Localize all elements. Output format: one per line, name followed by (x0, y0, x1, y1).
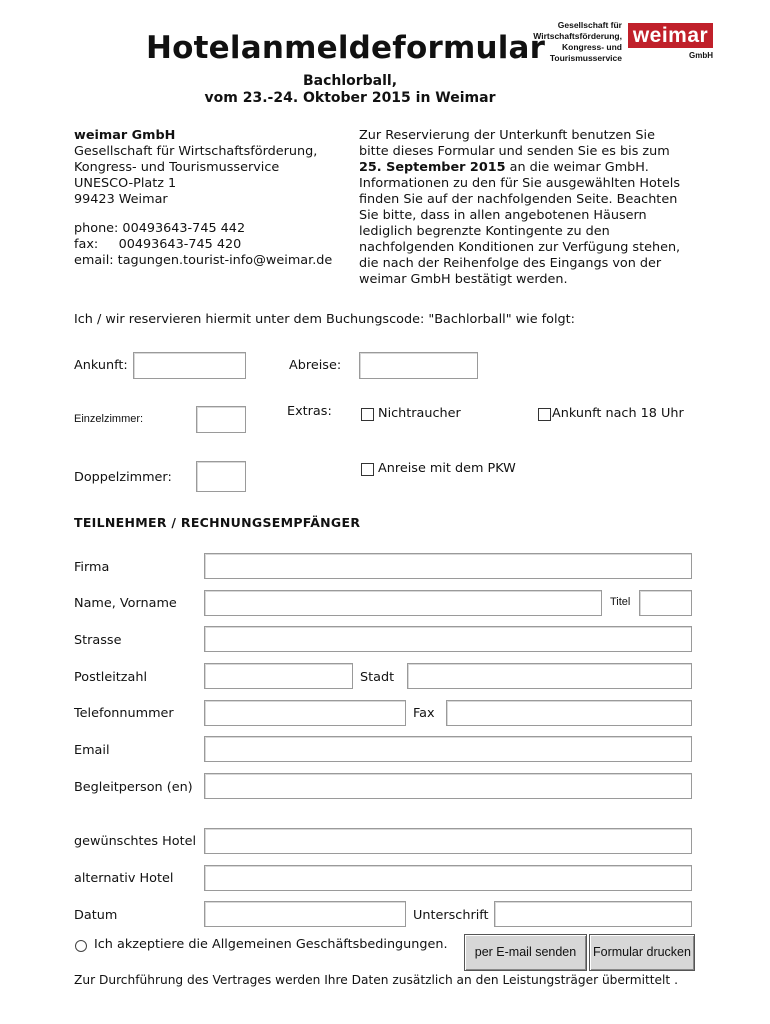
departure-input[interactable] (359, 352, 478, 379)
contact-phone: phone: 00493643-745 442 (74, 221, 246, 236)
event-date: vom 23.-24. Oktober 2015 in Weimar (204, 90, 496, 106)
double-room-label: Doppelzimmer: (74, 470, 172, 485)
companion-input[interactable] (204, 773, 692, 799)
extras-label: Extras: (287, 404, 332, 419)
nonsmoker-label: Nichtraucher (378, 406, 461, 421)
alt-hotel-label: alternativ Hotel (74, 871, 174, 886)
companion-label: Begleitperson (en) (74, 780, 193, 795)
single-room-input[interactable] (196, 406, 246, 433)
car-arrival-checkbox[interactable] (361, 463, 374, 476)
arrival-input[interactable] (133, 352, 246, 379)
zip-label: Postleitzahl (74, 670, 148, 685)
title-input[interactable] (639, 590, 692, 616)
info-line: finden Sie auf der nachfolgenden Seite. Beachten (359, 192, 678, 207)
date-label: Datum (74, 908, 118, 923)
arrival-label: Ankunft: (74, 358, 128, 373)
data-transfer-note: Zur Durchführung des Vertrages werden Ihre Daten zusätzlich an den Leistungsträger übermittelt . (74, 973, 678, 987)
logo-subtext: GmbH (689, 51, 713, 60)
phone-label: Telefonnummer (74, 706, 174, 721)
fax-input[interactable] (446, 700, 692, 726)
hotel-input[interactable] (204, 828, 692, 854)
city-input[interactable] (407, 663, 692, 689)
address-line: UNESCO-Platz 1 (74, 176, 177, 191)
deadline-date: 25. September 2015 (359, 160, 506, 175)
alt-hotel-input[interactable] (204, 865, 692, 891)
nonsmoker-checkbox[interactable] (361, 408, 374, 421)
organization-text: Gesellschaft für Wirtschaftsförderung, Kongress- und Tourismusservice (533, 20, 622, 63)
info-line (359, 160, 649, 176)
terms-radio[interactable] (75, 940, 87, 952)
email-label: Email (74, 743, 110, 758)
street-input[interactable] (204, 626, 692, 652)
event-name: Bachlorball, (302, 73, 398, 89)
info-line: bitte dieses Formular und senden Sie es bis zum (359, 144, 670, 159)
hotel-label: gewünschtes Hotel (74, 834, 197, 849)
email-input[interactable] (204, 736, 692, 762)
signature-input[interactable] (494, 901, 692, 927)
contact-fax: fax: 00493643-745 420 (74, 237, 242, 252)
late-arrival-label: Ankunft nach 18 Uhr (552, 406, 684, 421)
info-line: Informationen zu den für Sie ausgewählten Hotels (359, 176, 680, 191)
late-arrival-checkbox[interactable] (538, 408, 551, 421)
single-room-label: Einzelzimmer: (74, 413, 144, 425)
info-line-rest: an die weimar GmbH. (505, 160, 649, 175)
phone-input[interactable] (204, 700, 406, 726)
info-line: nachfolgenden Konditionen zur Verfügung stehen, (359, 240, 681, 255)
title-label: Titel (610, 596, 631, 608)
print-form-button[interactable]: Formular drucken (589, 934, 695, 971)
terms-label: Ich akzeptiere die Allgemeinen Geschäftsbedingungen. (94, 937, 448, 952)
city-label: Stadt (360, 670, 395, 685)
company-input[interactable] (204, 553, 692, 579)
departure-label: Abreise: (289, 358, 342, 373)
name-label: Name, Vorname (74, 596, 177, 611)
address-line: Kongress- und Tourismusservice (74, 160, 280, 175)
name-input[interactable] (204, 590, 602, 616)
send-email-button[interactable]: per E-mail senden (464, 934, 587, 971)
date-input[interactable] (204, 901, 406, 927)
info-line: die nach der Reihenfolge des Eingangs von der (359, 256, 662, 271)
company-label: Firma (74, 560, 110, 575)
address-company: weimar GmbH (74, 128, 176, 143)
info-line: Zur Reservierung der Unterkunft benutzen Sie (359, 128, 655, 143)
info-line: Sie bitte, dass in allen angebotenen Häusern (359, 208, 647, 223)
address-line: 99423 Weimar (74, 192, 168, 207)
contact-email: email: tagungen.tourist-info@weimar.de (74, 253, 333, 268)
double-room-input[interactable] (196, 461, 246, 492)
info-line: weimar GmbH bestätigt werden. (359, 272, 568, 287)
booking-intro: Ich / wir reservieren hiermit unter dem Buchungscode: "Bachlorball" wie folgt: (74, 312, 575, 327)
zip-input[interactable] (204, 663, 353, 689)
signature-label: Unterschrift (413, 908, 489, 923)
car-arrival-label: Anreise mit dem PKW (378, 461, 516, 476)
participant-heading: TEILNEHMER / RECHNUNGSEMPFÄNGER (74, 515, 361, 530)
info-line: lediglich begrenzte Kontingente zu den (359, 224, 610, 239)
page-title: Hotelanmeldeformular (146, 30, 546, 66)
address-line: Gesellschaft für Wirtschaftsförderung, (74, 144, 318, 159)
street-label: Strasse (74, 633, 122, 648)
fax-label: Fax (413, 706, 435, 721)
weimar-logo: weimar (628, 23, 713, 48)
